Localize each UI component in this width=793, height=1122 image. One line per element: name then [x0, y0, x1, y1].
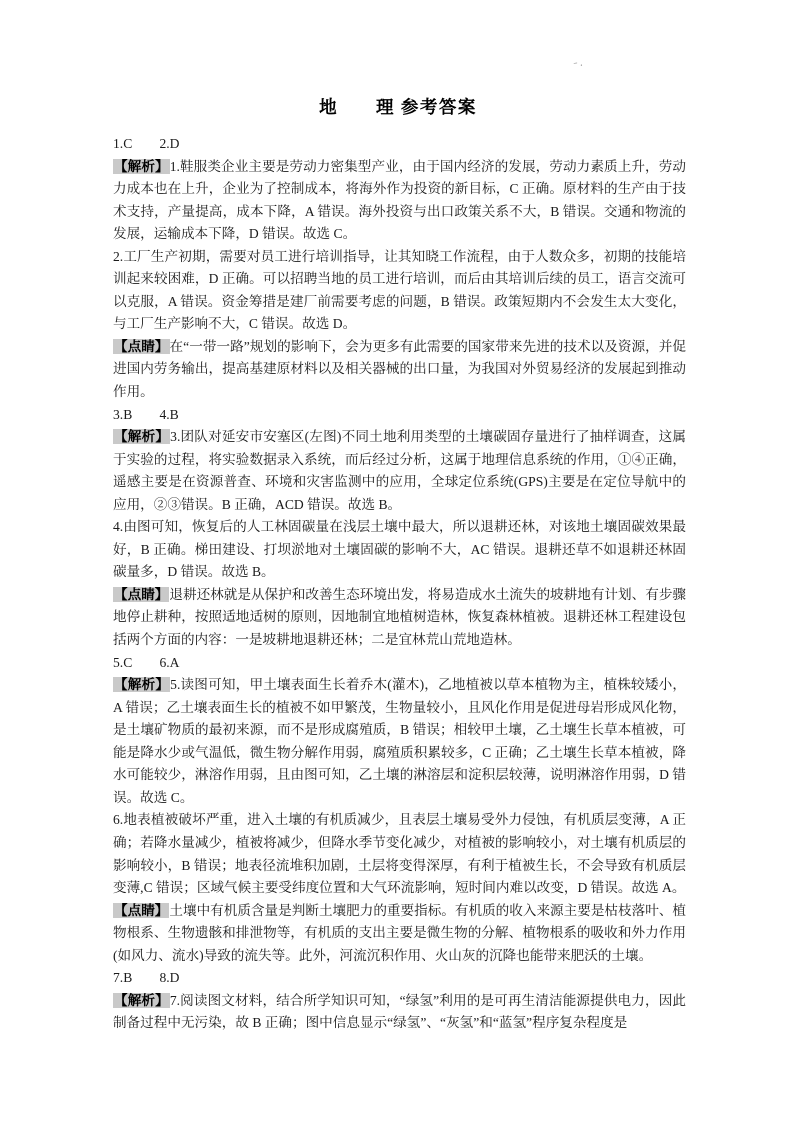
document-body: [113, 133, 686, 1035]
analysis-label: 【解析】: [114, 429, 170, 445]
tip-label: 【点睛】: [114, 338, 169, 354]
answer-line-7-8: 7.B 8.D: [113, 970, 180, 986]
analysis-label: 【解析】: [114, 158, 169, 174]
explanation-paragraph-q4: 4.由图可知，恢复后的人工林固碳量在浅层土壤中最大，所以退耕还林，对该地土壤固碳效果最好，B 正确。梯田建设、打坝淤地对土壤固碳的影响不大，AC 错误。退耕还草不如退耕还林固碳量多，D 错误。故选 B。: [113, 519, 686, 580]
analysis-paragraph-q1: [113, 156, 686, 246]
answer-line-5-6: 5.C 6.A: [113, 654, 180, 670]
paragraph-text: 在“一带一路”规划的影响下，会为更多有此需要的国家带来先进的技术以及资源，并促进国内劳务输出，提高基建原材料以及相关器械的出口量，为我国对外贸易经济的发展起到推动作用。: [113, 338, 686, 400]
paragraph-text: 3.团队对延安市安塞区(左图)不同土地利用类型的土壤碳固存量进行了抽样调查，这属于实验的过程，将实验数据录入系统，而后经过分析，这属于地理信息系统的作用，①④正确，遥感主要是在资源普查、环境和灾害监测中的应用，全球定位系统(GPS)主要是在定位导航中的应用，②③错误。B 正确，ACD 错误。故选 B。: [113, 429, 686, 512]
page-title: 地 理 参考答案: [319, 97, 477, 117]
paragraph-text: 土壤中有机质含量是判断土壤肥力的重要指标。有机质的收入来源主要是枯枝落叶、植物根系、生物遗骸和排泄物等，有机质的支出主要是微生物的分解、植物根系的吸收和外力作用(如风力、流水)导致的流失等。此外，河流沉积作用、火山灰的沉降也能带来肥沃的土壤。: [113, 902, 687, 963]
tip-paragraph-2: [113, 584, 686, 652]
answer-line-3-4: 3.B 4.B: [113, 406, 179, 422]
paragraph-text: 退耕还林就是从保护和改善生态环境出发，将易造成水土流失的坡耕地有计划、有步骤地停止耕种，按照适地适树的原则，因地制宜地植树造林，恢复森林植被。退耕还林工程建设包括两个方面的内容：一是坡耕地退耕还林；二是宜林荒山荒地造林。: [113, 586, 687, 648]
paragraph-text: 7.阅读图文材料，结合所学知识可知，“绿氢”利用的是可再生清洁能源提供电力，因此制备过程中无污染，故 B 正确；图中信息显示“绿氢”、“灰氢”和“蓝氢”程序复杂程度是: [113, 992, 687, 1031]
tip-label: 【点睛】: [114, 902, 169, 918]
paragraph-text: 1.鞋服类企业主要是劳动力密集型产业，由于国内经济的发展，劳动力素质上升，劳动力成本也在上升，企业为了控制成本，将海外作为投资的新目标，C 正确。原材料的生产由于技术支持，产量提高，成本下降，A 错误。海外投资与出口政策关系不大，B 错误。交通和物流的发展，运输成本下降，D 错误。故选 C。: [113, 158, 686, 242]
answer-line-1-2: 1.C 2.D: [113, 136, 180, 151]
scan-artifact: ˉ·: [573, 59, 587, 73]
tip-paragraph-1: [113, 336, 686, 404]
analysis-paragraph-q3: [113, 426, 686, 516]
tip-label: 【点睛】: [114, 586, 169, 602]
explanation-paragraph-q6: 6.地表植被破坏严重，进入土壤的有机质减少，且表层土壤易受外力侵蚀，有机质层变薄，A 正确；若降水量减少，植被将减少，但降水季节变化减少，对植被的影响较小，对土壤有机质层的影响较小，B 错误；地表径流堆积加剧，土层将变得深厚，有利于植被生长，不会导致有机质层变薄,C 错误；区域气候主要受纬度位置和大气环流影响，短时间内难以改变，D 错误。故选 A。: [113, 812, 686, 896]
paragraph-text: 5.读图可知，甲土壤表面生长着乔木(灌木)，乙地植被以草本植物为主，植株较矮小，A 错误；乙土壤表面生长的植被不如甲繁茂，生物量较小，且风化作用是促进母岩形成风化物，是土壤矿物质的最初来源，而不是形成腐殖质，B 错误；相较甲土壤，乙土壤生长草本植被，可能是降水少或气温低，微生物分解作用弱，腐殖质积累较多，C 正确；乙土壤生长草本植被，降水可能较少，淋溶作用弱，且由图可知，乙土壤的淋溶层和淀积层较薄，说明淋溶作用弱，D 错误。故选 C。: [113, 677, 686, 805]
analysis-paragraph-q7: [113, 990, 686, 1035]
explanation-paragraph-q2: 2.工厂生产初期，需要对员工进行培训指导，让其知晓工作流程，由于人数众多，初期的技能培训起来较困难，D 正确。可以招聘当地的员工进行培训，而后由其培训后续的员工，语言交流可以克服，A 错误。资金筹措是建厂前需要考虑的问题，B 错误。政策短期内不会发生太大变化，与工厂生产影响不大，C 错误。故选 D。: [113, 248, 686, 332]
analysis-label: 【解析】: [114, 677, 170, 693]
analysis-paragraph-q5: [113, 674, 686, 809]
tip-paragraph-3: [113, 900, 686, 968]
analysis-label: 【解析】: [114, 992, 169, 1008]
